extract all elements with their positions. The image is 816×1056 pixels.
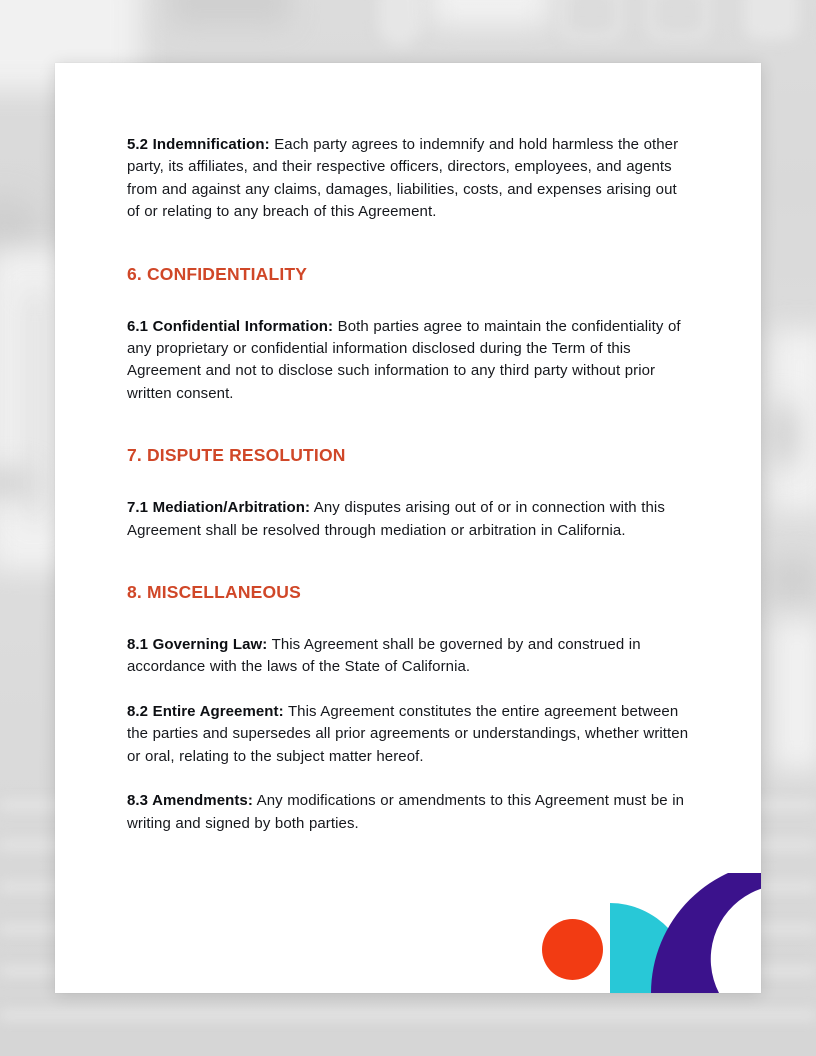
background-shape bbox=[430, 0, 550, 26]
purple-arc-svg bbox=[651, 873, 761, 993]
spacer bbox=[127, 246, 689, 252]
background-icon bbox=[378, 0, 422, 46]
clause-label: 8.2 Entire Agreement: bbox=[127, 702, 284, 720]
cyan-quarter-circle-icon bbox=[610, 903, 694, 993]
clause-text: Any disputes arising out of or in connection with this Agreement shall be resolved through mediation or arbitration in California. bbox=[127, 499, 665, 539]
paragraph-7-1-mediation-arbitration bbox=[127, 497, 689, 542]
background-shape bbox=[0, 196, 40, 256]
document-body bbox=[127, 134, 689, 835]
background-shape bbox=[170, 0, 290, 26]
background-shape bbox=[768, 400, 798, 470]
paragraph-8-2-entire-agreement bbox=[127, 701, 689, 768]
spacer bbox=[127, 564, 689, 570]
purple-arc-band-icon bbox=[651, 873, 761, 993]
background-shape bbox=[0, 470, 32, 496]
background-stripe bbox=[0, 1010, 816, 1020]
clause-text: Both parties agree to maintain the confidentiality of any proprietary or confidential information disclosed during the Term of this Agreement and not to disclose such information to any third party without prior written consent. bbox=[127, 317, 681, 402]
clause-label: 5.2 Indemnification: bbox=[127, 136, 270, 153]
background-shape bbox=[772, 620, 816, 770]
clause-text: This Agreement constitutes the entire agreement between the parties and supersedes all prior agreements or understandings, whether written or oral, relating to the subject matter hereof. bbox=[127, 702, 689, 765]
clause-label: 7.1 Mediation/Arbitration: bbox=[127, 499, 311, 517]
background-shape bbox=[768, 560, 816, 600]
clause-text: Each party agrees to indemnify and hold harmless the other party, its affiliates, and their respective officers, directors, employees, and agents from and against any claims, damages, liabilities, costs, and expenses arising out of or relating to any breach of this Agreement. bbox=[127, 136, 679, 221]
heading-7-dispute-resolution: 7. DISPUTE RESOLUTION bbox=[127, 445, 346, 466]
paragraph-8-3-amendments bbox=[127, 790, 689, 835]
arc-path bbox=[651, 873, 761, 993]
paragraph-5-2-indemnification bbox=[127, 134, 689, 224]
spacer bbox=[127, 427, 689, 433]
heading-8-miscellaneous: 8. MISCELLANEOUS bbox=[127, 582, 301, 603]
paragraph-6-1-confidential-information bbox=[127, 316, 689, 406]
clause-text: This Agreement shall be governed by and construed in accordance with the laws of the State of California. bbox=[127, 636, 641, 676]
orange-circle-icon bbox=[542, 919, 603, 980]
clause-label: 6.1 Confidential Information: bbox=[127, 317, 334, 335]
background-icon bbox=[648, 0, 710, 40]
clause-label: 8.1 Governing Law: bbox=[127, 636, 268, 654]
background-icon bbox=[560, 0, 622, 40]
document-page bbox=[55, 63, 761, 993]
background-icon bbox=[744, 0, 798, 40]
clause-text: Any modifications or amendments to this Agreement must be in writing and signed by both parties. bbox=[127, 792, 685, 832]
heading-6-confidentiality: 6. CONFIDENTIALITY bbox=[127, 263, 308, 284]
paragraph-8-1-governing-law bbox=[127, 634, 689, 679]
clause-label: 8.3 Amendments: bbox=[127, 792, 253, 810]
